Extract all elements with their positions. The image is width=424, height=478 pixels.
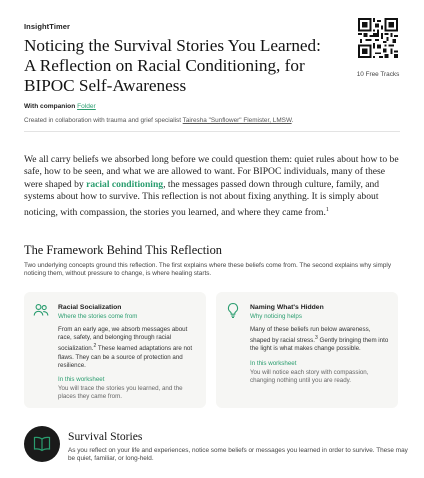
footnote-3[interactable]: 3 xyxy=(315,335,318,342)
book-icon-badge xyxy=(24,426,60,462)
worksheet-text: You will notice each story with compassion, changing nothing until you are ready. xyxy=(250,369,369,385)
lightbulb-icon xyxy=(225,302,241,318)
survival-stories-heading: Survival Stories xyxy=(68,430,143,443)
card-subtitle: Where the stories come from xyxy=(58,313,138,320)
worksheet-label: In this worksheet xyxy=(58,376,105,383)
book-icon xyxy=(33,436,51,452)
card-body xyxy=(250,326,390,354)
companion-folder-link[interactable]: Folder xyxy=(77,103,96,110)
footnote-1[interactable]: 1 xyxy=(325,206,329,213)
intro-text-1: We all carry beliefs we absorbed long before we could question them: quiet rules about how to be safe, how to be seen, and what we are allowed to want. For BIPOC individuals, many of these were shaped by xyxy=(24,154,399,190)
card-racial-socialization xyxy=(24,292,206,408)
card-subtitle: Why noticing helps xyxy=(250,313,302,320)
qr-code-icon[interactable] xyxy=(358,18,398,58)
worksheet-text: You will trace the stories you learned, and the places they came from. xyxy=(58,385,183,401)
insight-timer-logo: InsightTimer xyxy=(24,22,71,31)
footnote-2[interactable]: 2 xyxy=(93,343,97,350)
page-title: Noticing the Survival Stories You Learned: A Reflection on Racial Conditioning, for BIPOC Self-Awareness xyxy=(24,36,321,95)
card-body-text-1: Many of these beliefs run below awareness, shaped by racial stress. xyxy=(250,326,371,345)
card-naming-whats-hidden xyxy=(216,292,398,408)
header-divider xyxy=(24,131,400,132)
card-title: Racial Socialization xyxy=(58,304,122,311)
specialist-link[interactable]: Tairesha "Sunflower" Flemister, LMSW xyxy=(182,117,292,124)
collab-suffix: . xyxy=(291,117,294,124)
people-icon xyxy=(33,302,49,318)
card-body-text-1: From an early age, we absorb messages about race, safety, and belonging through racial socialization. xyxy=(58,326,188,353)
intro-paragraph xyxy=(24,154,400,219)
collaboration-line xyxy=(24,117,293,124)
card-body xyxy=(58,326,198,370)
survival-stories-description: As you reflect on your life and experiences, notice some beliefs or messages you learned in order to survive. These may be quiet, familiar, or long-held. xyxy=(68,447,408,463)
framework-heading: The Framework Behind This Reflection xyxy=(24,243,222,257)
worksheet-label: In this worksheet xyxy=(250,360,297,367)
framework-lead: Two underlying concepts ground this reflection. The first explains where these beliefs come from. The second explains why simply noticing them, without pressure to change, is where healing starts. xyxy=(24,262,392,278)
card-body-text-2: These learned adaptations are not flaws. They can be a source of protection and resilience. xyxy=(58,345,193,369)
racial-conditioning-link[interactable]: racial conditioning xyxy=(86,178,164,190)
intro-text-2: , the messages passed down through culture, family, and systems about how to survive. This reflection is not about fixing anything. It is simply about noticing, with compassion, the stories you learned, and where they came from. xyxy=(24,178,380,218)
card-title: Naming What's Hidden xyxy=(250,304,324,311)
companion-line xyxy=(24,103,96,110)
card-body-text-2: Gently bringing them into the light is what makes change possible. xyxy=(250,337,389,353)
qr-caption: 10 Free Tracks xyxy=(356,71,400,78)
companion-prefix: With companion xyxy=(24,103,78,110)
collab-prefix: Created in collaboration with trauma and grief specialist xyxy=(24,117,183,124)
